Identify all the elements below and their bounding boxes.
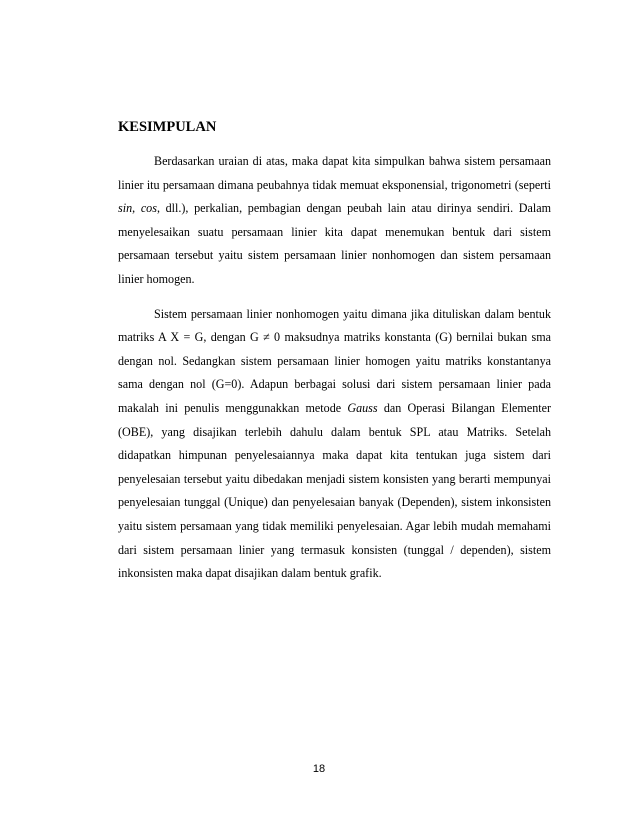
term-cos: cos: [140, 201, 157, 216]
paragraph-2: [118, 303, 551, 586]
page-heading: KESIMPULAN: [118, 119, 217, 135]
paragraph-1: [118, 150, 551, 292]
term-gauss: Gauss: [347, 400, 378, 415]
page-number: 18: [312, 763, 326, 775]
paragraph-2-text-b: dan Operasi Bilangan Elementer (OBE), yang disajikan terlebih dahulu dalam bentuk SPL atau Matriks. Setelah didapatkan himpunan penyelesaiannya maka dapat kita tentukan juga sistem dari penyelesaian tersebut yaitu dibedakan menjadi sistem konsisten yang berarti mempunyai penyelesaian tunggal (Unique) dan penyelesaian banyak (Dependen), sistem inkonsisten yaitu sistem persamaan yang tidak memiliki penyelesaian. Agar lebih mudah memahami dari sistem persamaan linier yang termasuk konsisten (tunggal / dependen), sistem inkonsisten maka dapat disajikan dalam bentuk grafik.: [118, 400, 551, 581]
paragraph-1-text-a: Berdasarkan uraian di atas, maka dapat kita simpulkan bahwa sistem persamaan linier itu persamaan dimana peubahnya tidak memuat eksponensial, trigonometri (seperti: [118, 154, 551, 192]
body-text: [118, 150, 551, 597]
term-separator: ,: [132, 201, 141, 216]
paragraph-2-text-a: Sistem persamaan linier nonhomogen yaitu dimana jika dituliskan dalam bentuk matriks A X = G, dengan G ≠ 0 maksudnya matriks konstanta (G) bernilai bukan sma dengan nol. Sedangkan sistem persamaan linier homogen yaitu matriks konstantanya sama dengan nol (G=0). Adapun berbagai solusi dari sistem persamaan linier pada makalah ini penulis menggunakkan metode: [118, 306, 551, 415]
term-sin: sin: [118, 201, 133, 216]
paragraph-1-text-b: , dll.), perkalian, pembagian dengan peubah lain atau dirinya sendiri. Dalam menyelesaikan suatu persamaan linier kita dapat menemukan bentuk dari sistem persamaan tersebut yaitu sistem persamaan linier nonhomogen dan sistem persamaan linier homogen.: [118, 201, 551, 286]
